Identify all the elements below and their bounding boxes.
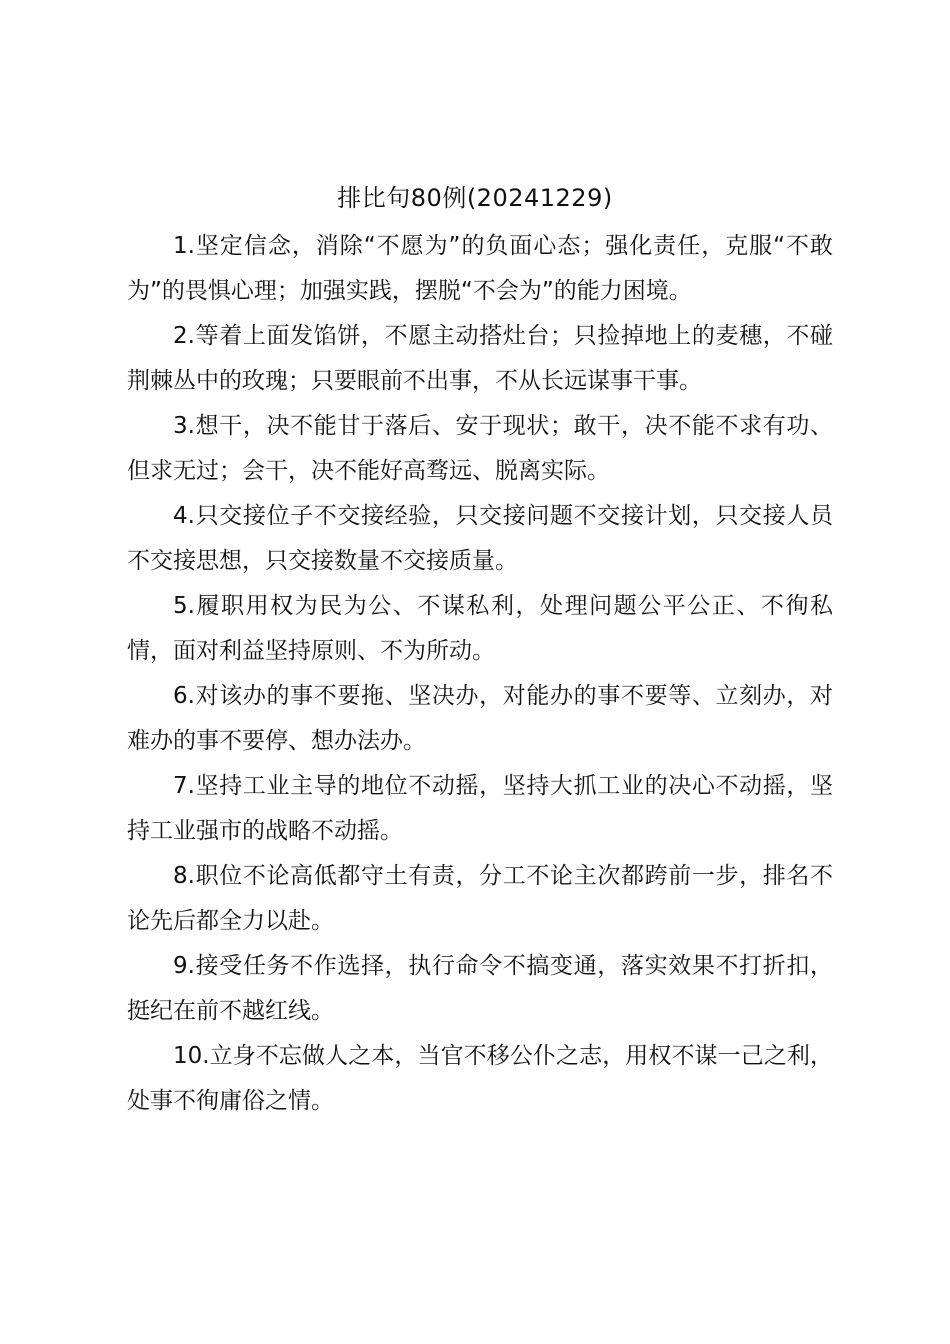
paragraph-10: 10.立身不忘做人之本，当官不移公仆之志，用权不谋一己之利，处事不徇庸俗之情。 <box>127 1043 833 1114</box>
paragraph-7: 7.坚持工业主导的地位不动摇，坚持大抓工业的决心不动摇，坚持工业强市的战略不动摇。 <box>127 773 833 844</box>
paragraph-4: 4.只交接位子不交接经验，只交接问题不交接计划，只交接人员不交接思想，只交接数量不交接质量。 <box>127 503 833 574</box>
paragraph-9: 9.接受任务不作选择，执行命令不搞变通，落实效果不打折扣，挺纪在前不越红线。 <box>127 953 833 1024</box>
document-title: 排比句80例(20241229) <box>337 184 613 212</box>
document-body <box>127 224 833 1124</box>
paragraph-3: 3.想干，决不能甘于落后、安于现状；敢干，决不能不求有功、但求无过；会干，决不能好高骛远、脱离实际。 <box>127 413 833 484</box>
paragraph-2: 2.等着上面发馅饼，不愿主动搭灶台；只捡掉地上的麦穗，不碰荆棘丛中的玫瑰；只要眼前不出事，不从长远谋事干事。 <box>127 323 833 394</box>
paragraph-1: 1.坚定信念，消除“不愿为”的负面心态；强化责任，克服“不敢为”的畏惧心理；加强实践，摆脱“不会为”的能力困境。 <box>127 233 833 304</box>
paragraph-6: 6.对该办的事不要拖、坚决办，对能办的事不要等、立刻办，对难办的事不要停、想办法办。 <box>127 683 833 754</box>
paragraph-5: 5.履职用权为民为公、不谋私利，处理问题公平公正、不徇私情，面对利益坚持原则、不为所动。 <box>127 593 833 664</box>
paragraph-8: 8.职位不论高低都守土有责，分工不论主次都跨前一步，排名不论先后都全力以赴。 <box>127 863 833 934</box>
